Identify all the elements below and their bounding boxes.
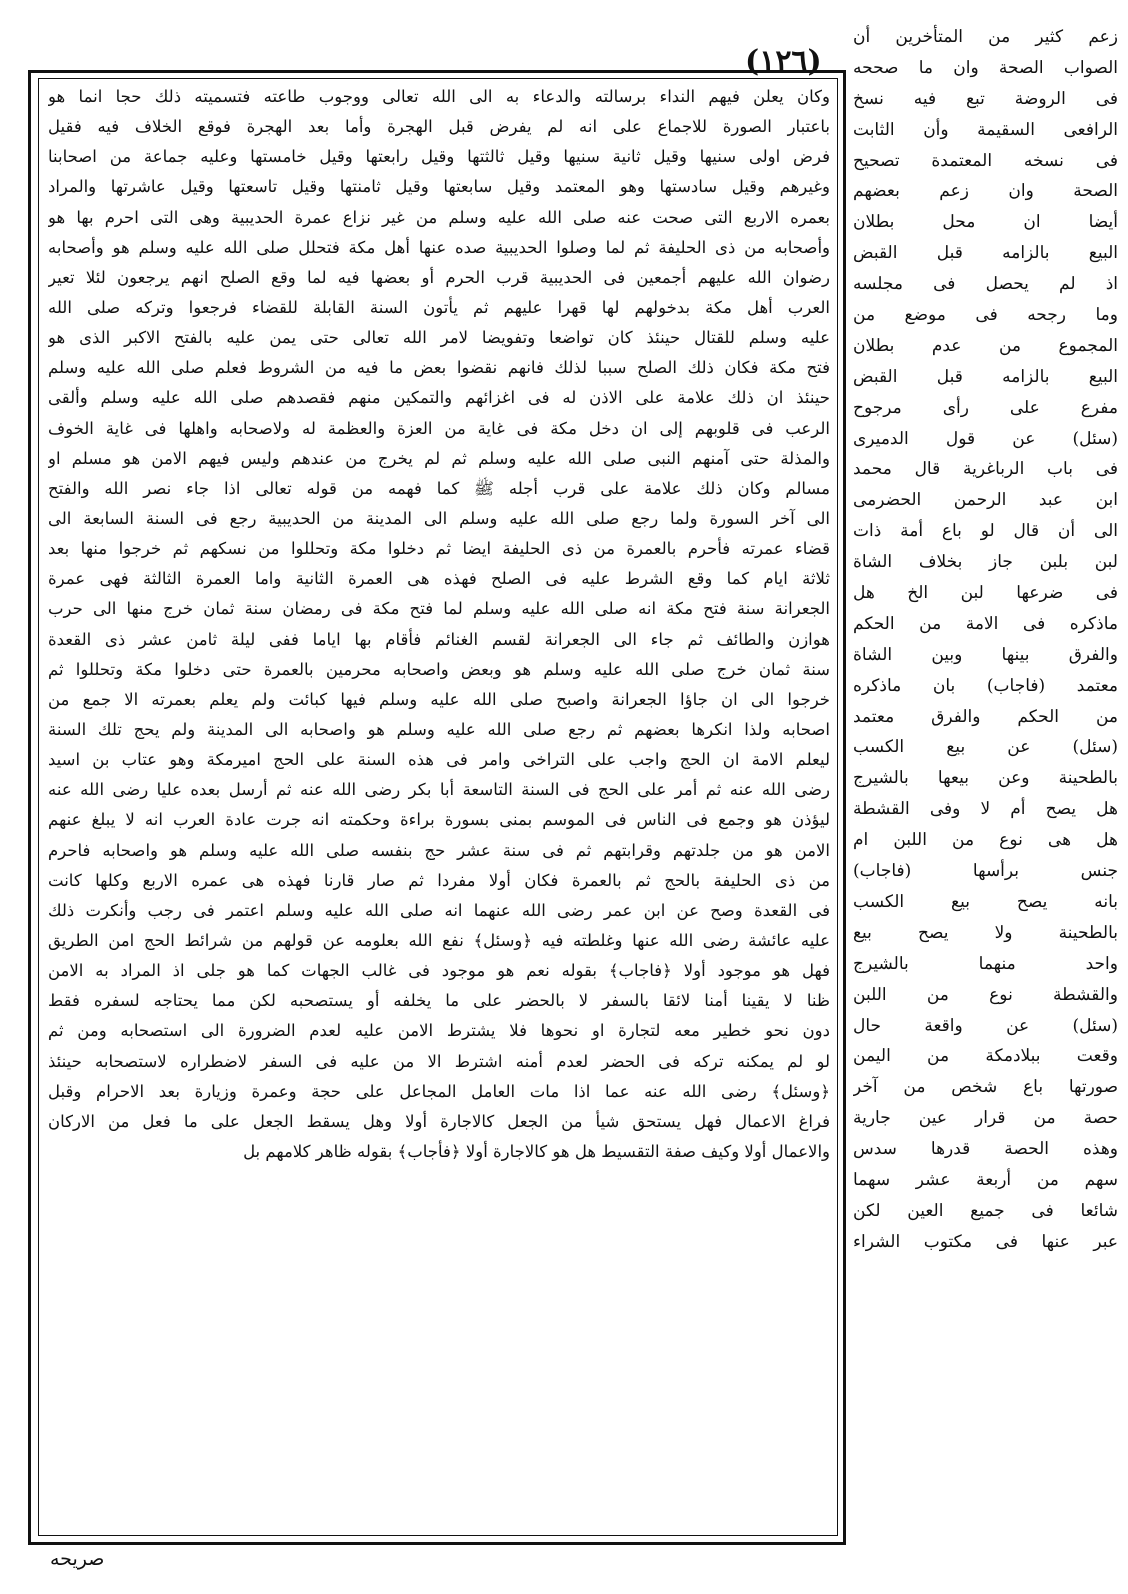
margin-text-line: الى أن قال لو باع أمة ذات <box>853 521 1118 542</box>
main-text-line: والمذلة حتى آمنهم النبى صلى الله عليه وسلم ثم لم يخرج من عندهم وليس فيهم الامن هو مسلم او <box>48 448 830 468</box>
margin-text-line: (سئل) عن قول الدميرى <box>853 428 1118 449</box>
catchword: صريحه <box>50 1548 105 1570</box>
main-text-line: الى آخر السورة ولما رجع صلى الله عليه وسلم الى المدينة من الحديبية رجع فى السنة السابعة الى <box>48 508 830 528</box>
main-text-line: وكان يعلن فيهم النداء برسالته والدعاء به الى الله تعالى ووجوب طاعته فتسميته ذلك حجا انما هو <box>48 87 830 106</box>
margin-text-line: فى ضرعها لبن الخ هل <box>853 583 1118 604</box>
margin-text-line: الصواب الصحة وان ما صححه <box>853 57 1118 78</box>
margin-text-line: معتمد (فاجاب) بان ماذكره <box>853 675 1118 696</box>
main-text-line: عليه عائشة رضى الله عنها وغلطته فيه ﴿وسئل﴾ نفع الله بعلومه عن قولهم من شرائط الحج امن الطريق <box>48 930 830 950</box>
margin-text-line: واحد منهما بالشيرج <box>853 953 1118 974</box>
margin-text-line: شائعا فى جميع العين لكن <box>853 1200 1118 1221</box>
margin-text-line: صورتها باع شخص من آخر <box>853 1077 1118 1098</box>
margin-text-line: اذ لم يحصل فى مجلسه <box>853 274 1118 295</box>
main-text-line: سنة ثمان خرج صلى الله عليه وسلم هو وبعض واصحابه محرمين بالعمرة حتى دخلوا مكة وتحللوا ثم <box>48 659 830 679</box>
main-text-line: هوازن والطائف ثم جاء الى الجعرانة لقسم الغنائم فأقام بها اياما ففى ليلة ثامن عشر ذى القعدة <box>48 629 830 649</box>
page-number: (١٢٦) <box>745 44 822 79</box>
main-text-line: ليعلم الامة ان الحج واجب على التراخى وامر فى هذه السنة على الحج اميرمكة وهو عتاب بن اسيد <box>48 750 830 770</box>
main-text-line: مسالم وكان ذلك علامة على قرب أجله ﷺ كما فهمه من قوله تعالى اذا جاء نصر الله والفتح <box>48 478 830 498</box>
margin-text-line: فى باب الرباغرية قال محمد <box>853 459 1118 480</box>
margin-text-line: وقعت ببلادمكة من اليمن <box>853 1046 1118 1067</box>
main-text-line: عليه وسلم للقتال حينئذ كان تواضعا وتفويضا لامر الله تعالى حتى يمن عليه بالفتح الاكبر الذى هو <box>48 328 830 348</box>
main-text-line: ﴿وسئل﴾ رضى الله عنه عما اذا مات العامل المجاعل على حجة وعمرة وزيارة بعد الاحرام وقبل <box>48 1081 830 1101</box>
main-text-line: وغيرهم وقيل سادستها وهو المعتمد وقيل سابعتها وقيل ثامنتها وقيل تاسعتها وقيل عاشرتها والمراد <box>48 177 830 197</box>
main-text-line: من ذى الحليفة بالحج ثم بالعمرة فكان أولا مفردا ثم صار قارنا فهذه هى عمره الاربع وكلها كانت <box>48 870 830 890</box>
margin-text-line: وما رجحه فى موضع من <box>853 305 1118 326</box>
margin-text-line: بالطحينة وعن بيعها بالشيرج <box>853 768 1118 789</box>
main-text-line: فهل هو موجود أولا ﴿فاجاب﴾ بقوله نعم هو موجود فى غالب الجهات كما هو جلى اذ المراد به الامن <box>48 961 830 981</box>
margin-text-line: والقشطة نوع من اللبن <box>853 984 1118 1005</box>
main-text-line: والاعمال أولا وكيف صفة التقسيط هل هو كالاجارة أولا ﴿فأجاب﴾ بقوله ظاهر كلامهم بل <box>243 1141 830 1161</box>
main-text-line: حينئذ ان ذلك علامة على الاذن له فى اغزائهم والتمكين منهم فقصدهم صلى الله عليه وسلم وألقى <box>48 388 830 408</box>
main-text-block <box>48 82 830 1532</box>
main-text-line: لو لم يمكنه تركه فى الحضر لعدم أمنه اشترط الا من عليه فى السفر لاضطراره لاستصحابه حينئذ <box>48 1051 830 1071</box>
margin-text-line: وهذه الحصة قدرها سدس <box>853 1139 1118 1160</box>
margin-text-line: حصة من قرار عين جارية <box>853 1108 1118 1129</box>
margin-text-line: (سئل) عن بيع الكسب <box>853 737 1118 758</box>
margin-text-line: (سئل) عن واقعة حال <box>853 1015 1118 1036</box>
main-text-line: قضاء عمرته فأحرم بالعمرة من ذى الحليفة ايضا ثم دخلوا مكة وتحللوا من نسكهم ثم خرجوا منها بعد <box>48 539 830 559</box>
margin-text-line: لبن بلبن جاز بخلاف الشاة <box>853 552 1118 573</box>
margin-text-line: ابن عبد الرحمن الحضرمى <box>853 490 1118 511</box>
margin-text-line: سهم من أربعة عشر سهما <box>853 1169 1118 1190</box>
margin-text-line: البيع بالزامه قبل القبض <box>853 366 1118 387</box>
main-text-line: ظنا لا يقينا أمنا لائقا بالسفر لا بالحضر على ما يخلفه أو يستصحبه لكن مما يحتاجه لسفره فقط <box>48 991 830 1011</box>
main-text-line: الرعب فى قلوبهم إلى ان دخل مكة فى غاية من العزة والعظمة له ولاصحابه واهلها فى غاية الخوف <box>48 418 830 438</box>
main-text-line: ليؤذن هو وجمع فى الناس فى الموسم بمنى بسورة براءة وحكمته انه جرت عادة العرب انه لا يبلغ عنهم <box>48 810 830 830</box>
main-text-line: ثلاثة ايام كما وقع الشرط عليه فى الصلح فهذه هى العمرة الثانية واما العمرة الثالثة فهى عمرة <box>48 569 830 589</box>
margin-text-line: من الحكم والفرق معتمد <box>853 706 1118 727</box>
main-text-line: خرجوا الى ان جاؤا الجعرانة واصبح صلى الله عليه وسلم فيها كبائت ولم يعلم بعمرته الا جمع من <box>48 689 830 709</box>
margin-text-line: مفرع على رأى مرجوح <box>853 397 1118 418</box>
margin-text-line: المجموع من عدم بطلان <box>853 335 1118 356</box>
main-text-line: اصحابه ولذا انكرها بعضهم ثم رجع صلى الله عليه وسلم هو واصحابه الى المدينة ولم يحج تلك السنة <box>48 719 830 739</box>
main-text-line: فتح مكة فكان ذلك الصلح سببا لذلك فانهم نقضوا بعض ما فيه من الشروط فعلم صلى الله عليه وسلم <box>48 358 830 378</box>
margin-text-line: فى الروضة تبع فيه نسخ <box>853 88 1118 109</box>
main-text-line: رضى الله عنه ثم أمر على الحج فى السنة التاسعة أبا بكر رضى الله عنه ثم أرسل بعده عليا رضى الله عنه <box>48 780 830 800</box>
margin-text-block <box>853 22 1118 1567</box>
margin-text-line: جنس برأسها (فاجاب) <box>853 861 1118 882</box>
margin-text-line: أيضا ان محل بطلان <box>853 212 1118 233</box>
margin-text-line: البيع بالزامه قبل القبض <box>853 243 1118 264</box>
main-text-line: وأصحابه من ذى الحليفة ثم لما وصلوا الحديبية صده عنها أهل مكة فتحلل صلى الله عليه وسلم هو وأصحابه <box>48 237 830 257</box>
margin-text-line: والفرق بينها وبين الشاة <box>853 644 1118 665</box>
margin-text-line: الصحة وان زعم بعضهم <box>853 181 1118 202</box>
margin-text-line: هل هى نوع من اللبن ام <box>853 830 1118 851</box>
margin-text-line: الرافعى السقيمة وأن الثابت <box>853 119 1118 140</box>
main-text-line: باعتبار الصورة للاجماع على انه لم يفرض قبل الهجرة وأما بعد الهجرة فوقع الخلاف فيه فقيل <box>48 117 830 137</box>
margin-text-line: بالطحينة ولا يصح بيع <box>853 922 1118 943</box>
main-text-line: الجعرانة سنة فتح مكة انه صلى الله عليه وسلم لما فتح مكة فى رمضان سنة ثمان خرج منها الى حرب <box>48 599 830 619</box>
main-text-line: رضوان الله عليهم أجمعين فى الحديبية قرب الحرم أو بعضها فيه لما وقع الصلح انهم يرجعون لئلا تعير <box>48 267 830 287</box>
main-text-line: فرض اولى سنيها وقيل ثانية سنيها وقيل ثالثتها وقيل رابعتها وقيل خامستها وعليه جماعة من اصحابنا <box>48 147 830 167</box>
margin-text-line: عبر عنها فى مكتوب الشراء <box>853 1231 1118 1252</box>
margin-text-line: زعم كثير من المتأخرين أن <box>853 27 1118 47</box>
main-text-line: الامن هو من جلدتهم وقرابتهم ثم فى سنة عشر حج بنفسه صلى الله عليه وسلم هو واصحابه فاحرم <box>48 840 830 860</box>
margin-text-line: ماذكره فى الامة من الحكم <box>853 613 1118 634</box>
main-text-line: فى القعدة وصح عن ابن عمر رضى الله عنهما انه صلى الله عليه وسلم اعتمر فى رجب وأنكرت ذلك <box>48 900 830 920</box>
margin-text-line: هل يصح أم لا وفى القشطة <box>853 799 1118 820</box>
margin-text-line: فى نسخه المعتمدة تصحيح <box>853 150 1118 171</box>
main-text-line: بعمره الاربع التى صحت عنه صلى الله عليه وسلم من غير نزاع عمرة الحديبية وهى التى احرم بها هو <box>48 207 830 227</box>
main-text-line: فراغ الاعمال فهل يستحق شيأ من الجعل كالاجارة أولا وهل يسقط الجعل على ما فعل من الاركان <box>48 1111 830 1131</box>
margin-text-line: بانه يصح بيع الكسب <box>853 891 1118 912</box>
main-text-line: العرب أهل مكة بدخولهم لها قهرا عليهم ثم يأتون السنة القابلة للقضاء فرجعوا وتركه صلى الله <box>48 297 830 317</box>
main-text-line: دون نحو خطير معه لتجارة او نحوها فلا يشترط الامن عليه لعدم الضرورة الى استصحابه ومن ثم <box>48 1021 830 1041</box>
